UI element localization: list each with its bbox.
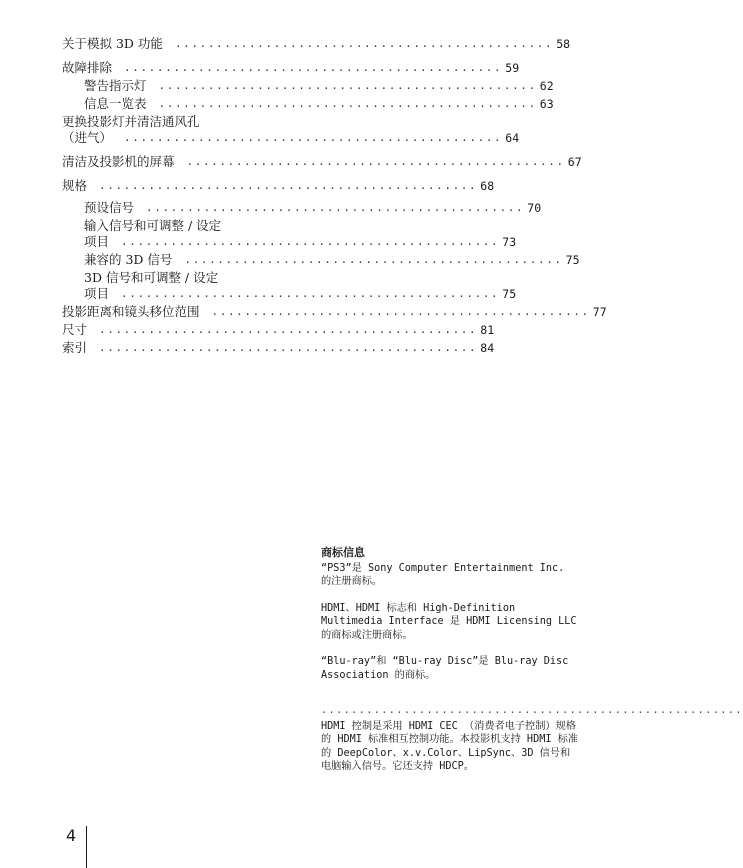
toc-leader-dots: ..............................................: [158, 79, 537, 92]
toc-leader-dots: ..............................................: [146, 201, 525, 214]
table-of-contents: [62, 36, 607, 356]
toc-leader-dots: ..............................................: [121, 287, 500, 300]
toc-entry[interactable]: [62, 154, 582, 170]
toc-entry-page: 77: [592, 305, 607, 319]
toc-entry-title: 项目: [84, 286, 110, 301]
trademark-paragraph-hdmi: HDMI、HDMI 标志和 High-Definition Multimedia Interface 是 HDMI Licensing LLC 的商标或注册商标。: [321, 602, 577, 641]
toc-leader-dots: ..............................................: [99, 179, 478, 192]
toc-entry-title: 规格: [62, 178, 88, 193]
toc-entry-title: 信息一览表: [84, 96, 147, 111]
trademark-heading: 商标信息: [321, 546, 365, 559]
toc-entry-page: 70: [527, 201, 542, 215]
page-number: 4: [66, 826, 77, 845]
toc-entry-page: 64: [505, 131, 520, 145]
toc-leader-dots: ..............................................: [124, 61, 503, 74]
toc-entry[interactable]: [62, 270, 517, 302]
toc-entry-page: 81: [480, 323, 495, 337]
toc-entry[interactable]: [62, 218, 517, 250]
toc-entry-title: 兼容的 3D 信号: [84, 252, 173, 267]
toc-entry-page: 75: [565, 253, 580, 267]
toc-entry[interactable]: [62, 178, 495, 194]
toc-leader-dots: ..............................................: [184, 253, 563, 266]
toc-entry-title-line: 更换投影灯并清洁通风孔: [62, 114, 200, 129]
toc-entry[interactable]: [62, 60, 520, 76]
toc-entry-title: 尺寸: [62, 322, 88, 337]
trademark-paragraph-ps3: “PS3”是 Sony Computer Entertainment Inc. 的注册商标。: [321, 562, 565, 587]
toc-entry-page: 68: [480, 179, 495, 193]
toc-entry-title: 警告指示灯: [84, 78, 147, 93]
toc-entry-title: 故障排除: [62, 60, 113, 75]
toc-entry[interactable]: [62, 114, 520, 146]
toc-entry[interactable]: [62, 340, 495, 356]
toc-entry-page: 75: [502, 287, 517, 301]
toc-entry-title-line: 输入信号和可调整 / 设定: [84, 218, 222, 233]
toc-entry-page: 63: [539, 97, 554, 111]
footnote-separator: ........................................................: [321, 705, 743, 716]
toc-leader-dots: ..............................................: [124, 131, 503, 144]
toc-entry[interactable]: [62, 36, 571, 52]
toc-entry[interactable]: [62, 78, 554, 94]
toc-entry-title-line: 3D 信号和可调整 / 设定: [84, 270, 219, 285]
toc-entry-page: 59: [505, 61, 520, 75]
page-rule-divider: [86, 826, 87, 868]
toc-entry-title: 索引: [62, 340, 88, 355]
hdmi-control-footnote: HDMI 控制是采用 HDMI CEC （消费者电子控制）规格的 HDMI 标准相互控制功能。本投影机支持 HDMI 标准的 DeepColor、x.v.Color、LipSync、3D 信号和电脑输入信号。它还支持 HDCP。: [321, 720, 578, 772]
toc-entry-page: 62: [539, 79, 554, 93]
toc-entry-title: 关于模拟 3D 功能: [62, 36, 163, 51]
toc-entry[interactable]: [62, 200, 542, 216]
toc-entry-title: 清洁及投影机的屏幕: [62, 154, 175, 169]
trademark-notes: [321, 546, 743, 774]
toc-entry-title: （进气）: [62, 130, 113, 145]
toc-entry-page: 67: [567, 155, 582, 169]
trademark-paragraph-bluray: “Blu-ray”和 “Blu-ray Disc”是 Blu-ray Disc Association 的商标。: [321, 656, 569, 681]
toc-entry[interactable]: [62, 304, 607, 320]
toc-entry[interactable]: [62, 96, 554, 112]
toc-entry-title: 投影距离和镜头移位范围: [62, 304, 200, 319]
toc-leader-dots: ..............................................: [211, 305, 590, 318]
toc-entry[interactable]: [62, 252, 580, 268]
toc-leader-dots: ..............................................: [99, 323, 478, 336]
toc-leader-dots: ..............................................: [121, 235, 500, 248]
toc-leader-dots: ..............................................: [174, 37, 554, 50]
toc-entry-title: 项目: [84, 234, 110, 249]
toc-entry[interactable]: [62, 322, 495, 338]
toc-leader-dots: ..............................................: [99, 341, 478, 354]
toc-entry-page: 84: [480, 341, 495, 355]
toc-entry-page: 73: [502, 235, 517, 249]
toc-entry-title: 预设信号: [84, 200, 135, 215]
toc-leader-dots: ..............................................: [158, 97, 537, 110]
toc-leader-dots: ..............................................: [186, 155, 565, 168]
toc-entry-page: 58: [556, 37, 571, 51]
